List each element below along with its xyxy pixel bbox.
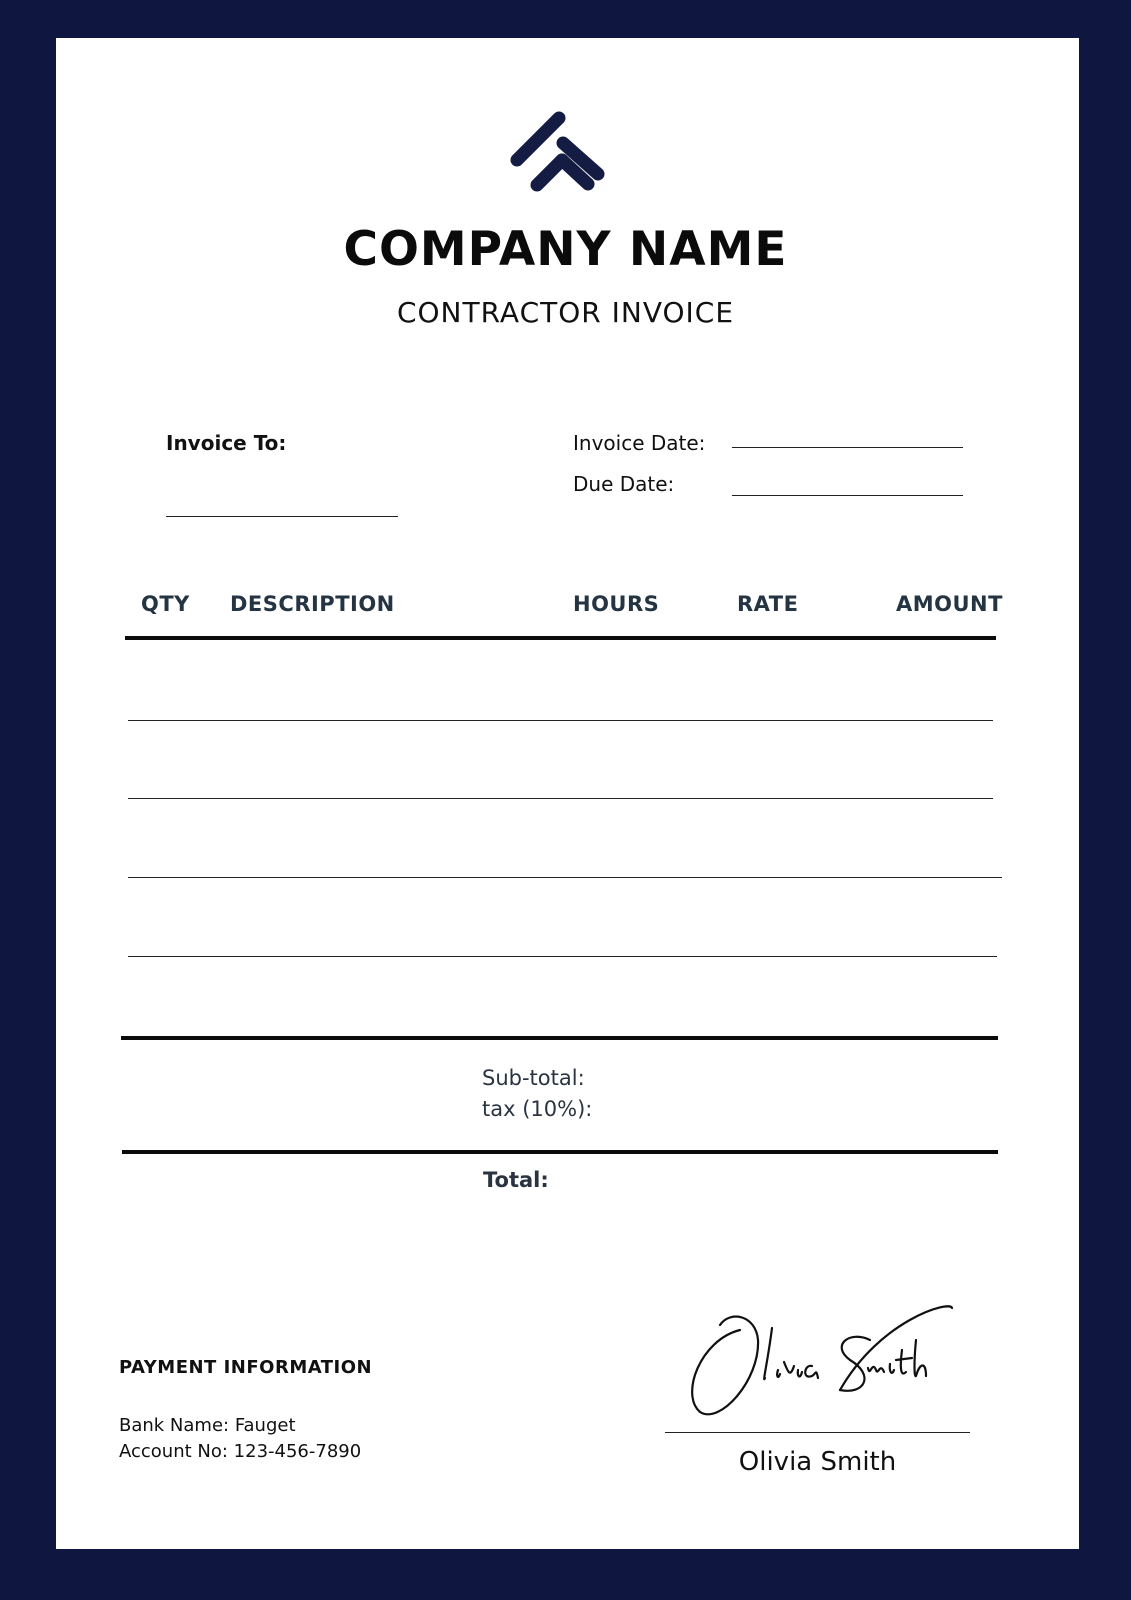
table-row[interactable]: [128, 800, 993, 877]
invoice-date-label: Invoice Date:: [573, 431, 706, 455]
total-label: Total:: [483, 1168, 549, 1192]
summary-rule: [122, 1150, 998, 1154]
column-header-qty: QTY: [141, 592, 190, 616]
signer-name: Olivia Smith: [738, 1447, 897, 1477]
signature-image: [680, 1300, 980, 1430]
chevron-logo-icon: [510, 108, 630, 198]
row-divider: [128, 798, 993, 799]
table-row[interactable]: [128, 958, 993, 1035]
tax-label: tax (10%):: [482, 1097, 593, 1121]
column-header-hours: HOURS: [573, 592, 660, 616]
row-divider: [128, 877, 1002, 878]
table-row[interactable]: [128, 722, 993, 798]
column-header-rate: RATE: [737, 592, 799, 616]
subtotal-label: Sub-total:: [482, 1066, 585, 1090]
signature-line: [665, 1432, 970, 1433]
row-divider: [128, 720, 993, 721]
table-row[interactable]: [128, 640, 993, 720]
column-header-description: DESCRIPTION: [230, 592, 395, 616]
account-number: Account No: 123-456-7890: [119, 1441, 362, 1462]
table-row[interactable]: [128, 879, 993, 956]
row-divider: [128, 956, 997, 957]
company-name: COMPANY NAME: [343, 222, 788, 277]
due-date-label: Due Date:: [573, 472, 675, 496]
invoice-to-field[interactable]: [166, 516, 398, 517]
payment-info-title: PAYMENT INFORMATION: [119, 1357, 373, 1378]
table-bottom-rule: [121, 1036, 998, 1040]
invoice-to-label: Invoice To:: [166, 431, 287, 455]
bank-name: Bank Name: Fauget: [119, 1415, 296, 1436]
column-header-amount: AMOUNT: [896, 592, 1003, 616]
invoice-date-field[interactable]: [732, 447, 963, 448]
document-title: CONTRACTOR INVOICE: [396, 296, 735, 329]
due-date-field[interactable]: [732, 495, 963, 496]
